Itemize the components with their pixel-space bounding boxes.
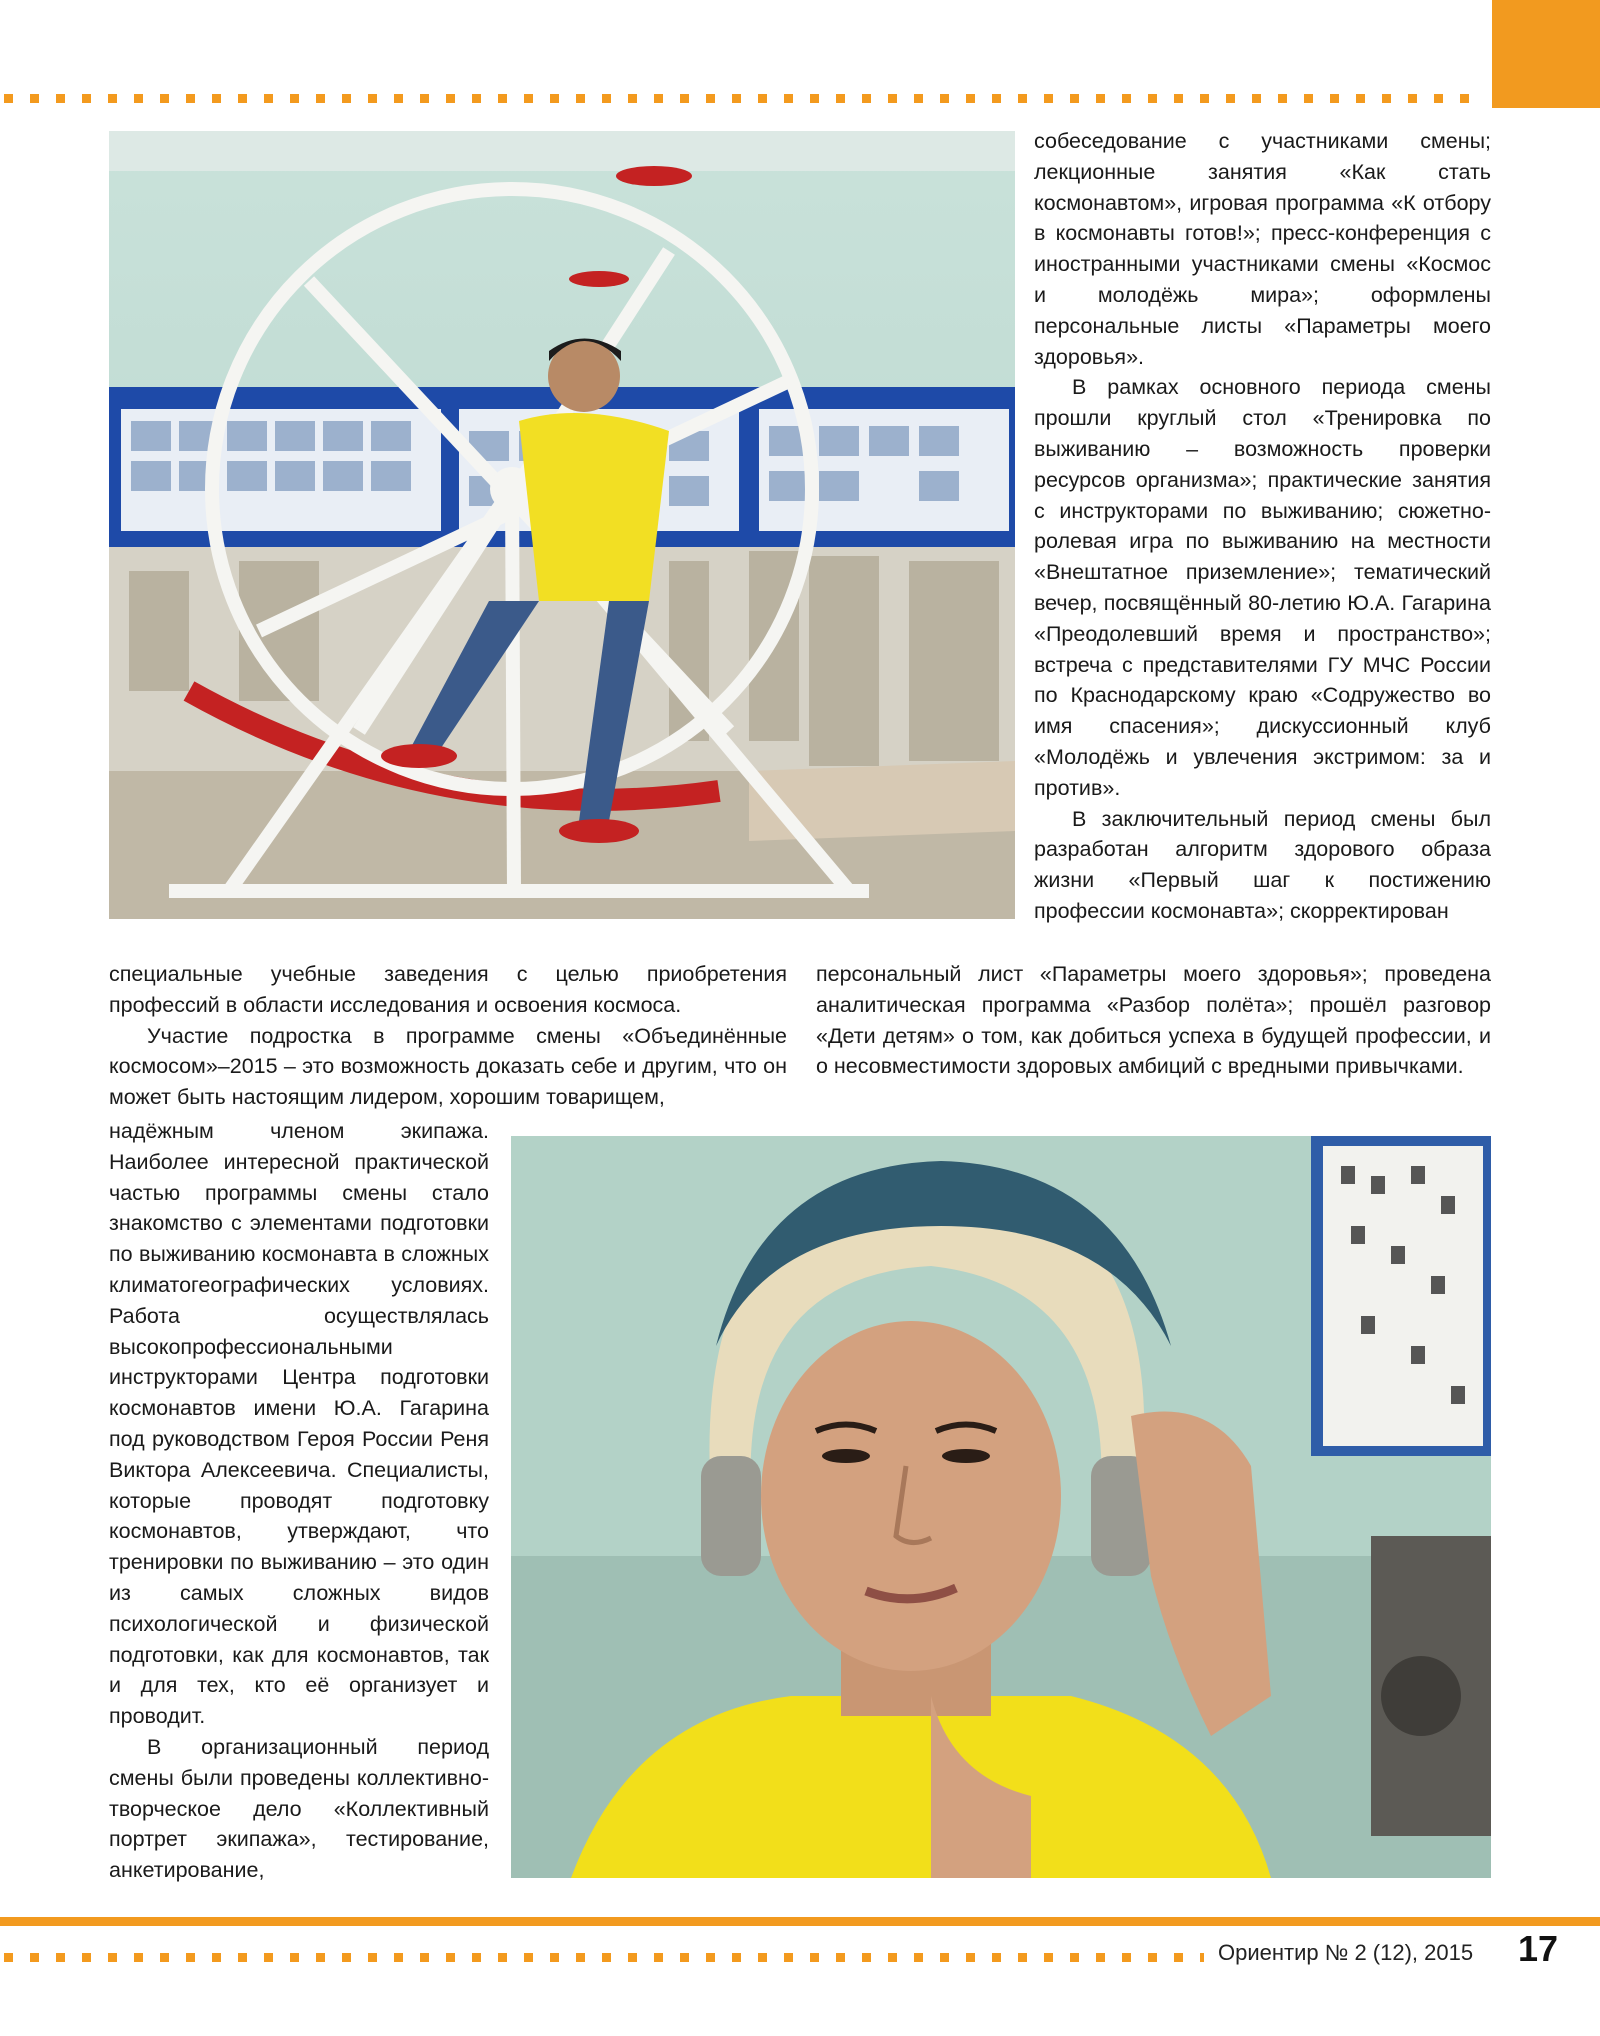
footer-rule — [0, 1917, 1600, 1926]
footer-dotted-rule — [4, 1953, 1204, 1962]
corner-accent-block — [1492, 0, 1600, 108]
photo-gyroscope-wheel — [109, 131, 1015, 919]
helmet-photo-illustration — [511, 1136, 1491, 1878]
magazine-issue-label: Ориентир № 2 (12), 2015 — [1218, 1940, 1474, 1965]
gyroscope-photo-illustration — [109, 131, 1015, 919]
photo-boy-in-helmet — [511, 1136, 1491, 1878]
top-dotted-rule — [4, 94, 1484, 103]
paragraph: Участие подростка в программе смены «Объединённые космосом»–2015 – это возможность доказать себе и другим, что он может быть настоящим лидером, хорошим товарищем, — [109, 1023, 787, 1110]
paragraph: В организационный период смены были проведены коллективно-творческое дело «Коллективный портрет экипажа», тестирование, анкетирование, — [109, 1734, 489, 1883]
right-column-bottom — [816, 959, 1491, 1082]
paragraph: надёжным членом экипажа. Наиболее интересной практической частью программы смены стало знакомство с элементами подготовки по выживанию космонавта в сложных климатогеографических условиях. Работа осуществлялась высокопрофессиональными инструкторами Центра подготовки космонавтов имени Ю.А. Гагарина под руководством Героя России Реня Виктора Алексеевича. Специалисты, которые проводят подготовку космонавтов, утверждают, что тренировки по выживанию – это один из самых сложных видов психологической и физической подготовки, как для космонавтов, так и для тех, кто её организует и проводит. — [109, 1119, 489, 1729]
paragraph: В заключительный период смены был разработан алгоритм здорового образа жизни «Первый шаг к постижению профессии космонавта»; скорректирован — [1034, 806, 1491, 923]
paragraph: специальные учебные заведения с целью приобретения профессий в области исследования и освоения космоса. — [109, 962, 787, 1017]
paragraph: В рамках основного периода смены прошли круглый стол «Тренировка по выживанию – возможность проверки ресурсов организма»; практические занятия с инструкторами по выживанию; сюжетно-ролевая игра по выживанию на местности «Внештатное приземление»; тематический вечер, посвящённый 80-летию Ю.А. Гагарина «Преодолевший время и пространство»; встреча с представителями ГУ МЧС России по Краснодарскому краю «Содружество во имя спасения»; дискуссионный клуб «Молодёжь и увлечения экстримом: за и против». — [1034, 375, 1491, 800]
left-column-upper — [109, 959, 787, 1113]
paragraph: собеседование с участниками смены; лекционные занятия «Как стать космонавтом», игровая программа «К отбору в космонавты готов!»; пресс-конференция с иностранными участниками смены «Космос и молодёжь мира»; оформлены персональные листы «Параметры моего здоровья». — [1034, 129, 1491, 369]
left-column-narrow — [109, 1116, 489, 1886]
page-number: 17 — [1518, 1928, 1559, 1969]
right-column-top — [1034, 126, 1491, 927]
paragraph: персональный лист «Параметры моего здоровья»; проведена аналитическая программа «Разбор полёта»; прошёл разговор «Дети детям» о том, как добиться успеха в будущей профессии, и о несовместимости здоровых амбиций с вредными привычками. — [816, 962, 1491, 1079]
